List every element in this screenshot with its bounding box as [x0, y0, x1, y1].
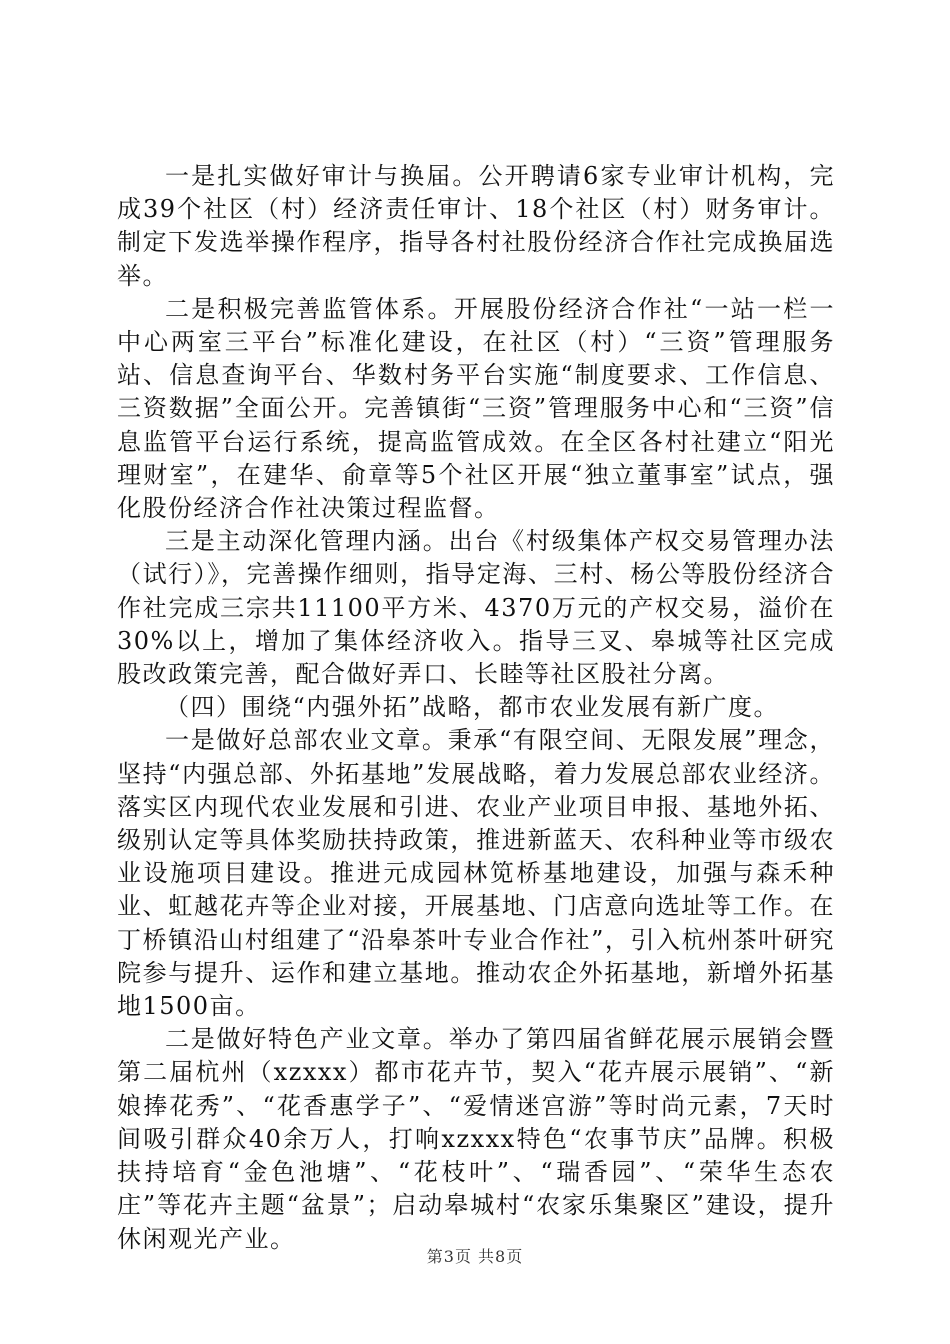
paragraph-supervision-system: 二是积极完善监管体系。开展股份经济合作社“一站一栏一中心两室三平台”标准化建设，在社区（村）“三资”管理服务站、信息查询平台、华数村务平台实施“制度要求、工作信息、三资数据”全面公开。完善镇街“三资”管理服务中心和“三资”信息监管平台运行系统，提高监管成效。在全区各村社建立“阳光理财室”，在建华、俞章等5个社区开展“独立董事室”试点，强化股份经济合作社决策过程监督。	[117, 294, 835, 523]
paragraph-headquarters-agriculture: 一是做好总部农业文章。秉承“有限空间、无限发展”理念，坚持“内强总部、外拓基地”发展战略，着力发展总部农业经济。落实区内现代农业发展和引进、农业产业项目申报、基地外拓、级别认定等具体奖励扶持政策，推进新蓝天、农科种业等市级农业设施项目建设。推进元成园林笕桥基地建设，加强与森禾种业、虹越花卉等企业对接，开展基地、门店意向选址等工作。在丁桥镇沿山村组建了“沿皋茶叶专业合作社”，引入杭州茶叶研究院参与提升、运作和建立基地。推动农企外拓基地，新增外拓基地1500亩。	[117, 726, 835, 1021]
page-footer: 第3页 共8页	[426, 1247, 524, 1266]
paragraph-audit-election: 一是扎实做好审计与换届。公开聘请6家专业审计机构，完成39个社区（村）经济责任审计、18个社区（村）财务审计。制定下发选举操作程序，指导各村社股份经济合作社完成换届选举。	[117, 162, 835, 290]
section-heading-urban-agriculture: （四）围绕“内强外拓”战略，都市农业发展有新广度。	[165, 693, 780, 722]
paragraph-featured-industry: 二是做好特色产业文章。举办了第四届省鲜花展示展销会暨第二届杭州（xzxxx）都市花卉节，契入“花卉展示展销”、“新娘捧花秀”、“花香惠学子”、“爱情迷宫游”等时尚元素，7天时间吸引群众40余万人，打响xzxxx特色“农事节庆”品牌。积极扶持培育“金色池塘”、“花枝叶”、“瑞香园”、“荣华生态农庄”等花卉主题“盆景”；启动皋城村“农家乐集聚区”建设，提升休闲观光产业。	[117, 1025, 835, 1253]
paragraph-management: 三是主动深化管理内涵。出台《村级集体产权交易管理办法（试行）》，完善操作细则，指导定海、三村、杨公等股份经济合作社完成三宗共11100平方米、4370万元的产权交易，溢价在30%以上，增加了集体经济收入。指导三叉、皋城等社区完成股改政策完善，配合做好弄口、长睦等社区股社分离。	[117, 527, 835, 689]
document-body	[117, 160, 835, 1256]
